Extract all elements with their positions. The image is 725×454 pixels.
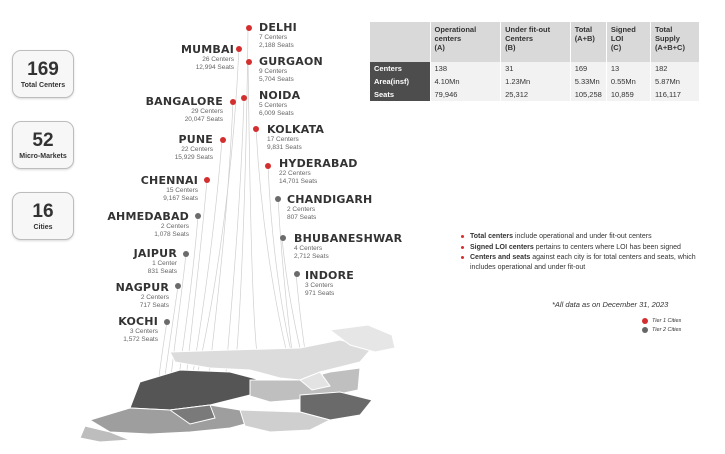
- table-row: [370, 88, 700, 101]
- bullet-icon: [461, 235, 464, 238]
- row-label: Seats: [370, 88, 430, 101]
- note-item: [460, 243, 696, 253]
- legend-label: Tier 1 Cities: [652, 318, 682, 324]
- stat-value: 169: [27, 58, 59, 80]
- table-header-blank: [370, 22, 430, 62]
- city-label-jaipur: [134, 248, 177, 275]
- city-label-chandigarh: [287, 194, 372, 221]
- note-item: [460, 232, 696, 242]
- city-dot-bhubaneshwar: [280, 235, 286, 241]
- table-cell: 79,946: [430, 88, 501, 101]
- stat-label: Total Centers: [20, 81, 66, 89]
- header-code: (A): [434, 43, 445, 52]
- city-name: AHMEDABAD: [107, 210, 189, 223]
- city-label-delhi: [259, 22, 297, 49]
- city-dot-indore: [294, 271, 300, 277]
- stat-value: 16: [32, 200, 54, 222]
- city-dot-chennai: [204, 177, 210, 183]
- note-text: include operational and under fit-out centers: [513, 233, 652, 240]
- city-name: NOIDA: [259, 89, 301, 102]
- city-dot-hyderabad: [265, 163, 271, 169]
- table-cell: 105,258: [570, 88, 606, 101]
- table-cell: 1.23Mn: [501, 75, 571, 88]
- city-dot-pune: [220, 137, 226, 143]
- bullet-icon: [461, 256, 464, 259]
- row-label: Centers: [370, 62, 430, 75]
- city-centers: 1 Center: [152, 259, 177, 267]
- city-seats: 15,929 Seats: [174, 153, 213, 161]
- city-dot-ahmedabad: [195, 213, 201, 219]
- table-row: [370, 75, 700, 88]
- table-header-under-fitout: [501, 22, 571, 62]
- city-dot-kochi: [164, 319, 170, 325]
- header-code: (C): [610, 43, 622, 52]
- table-cell: 182: [650, 62, 699, 75]
- city-name: NAGPUR: [115, 281, 169, 294]
- city-seats: 831 Seats: [147, 267, 177, 275]
- city-seats: 9,167 Seats: [163, 194, 198, 202]
- city-label-kolkata: [267, 124, 324, 151]
- city-seats: 2,712 Seats: [294, 252, 329, 260]
- table-cell: 169: [570, 62, 606, 75]
- city-label-hyderabad: [279, 158, 358, 185]
- city-seats: 20,047 Seats: [184, 115, 223, 123]
- city-seats: 5,704 Seats: [259, 75, 294, 83]
- city-seats: 12,994 Seats: [195, 63, 234, 71]
- supply-summary-table: [370, 22, 700, 101]
- table-cell: 25,312: [501, 88, 571, 101]
- city-centers: 9 Centers: [259, 67, 288, 75]
- table-row: [370, 62, 700, 75]
- stat-label: Micro-Markets: [19, 152, 67, 160]
- note-term: Centers and seats: [470, 254, 531, 261]
- table-cell: 5.87Mn: [650, 75, 699, 88]
- city-centers: 4 Centers: [294, 244, 323, 252]
- stat-label: Cities: [33, 223, 53, 231]
- city-seats: 1,572 Seats: [123, 335, 158, 343]
- city-centers: 22 Centers: [279, 169, 311, 177]
- city-label-ahmedabad: [107, 211, 189, 238]
- note-term: Signed LOI centers: [470, 243, 534, 251]
- city-dot-gurgaon: [246, 59, 252, 65]
- city-centers: 7 Centers: [259, 33, 288, 41]
- header-text: Signed LOI: [610, 25, 636, 43]
- city-label-pune: [175, 134, 213, 161]
- city-centers: 17 Centers: [267, 135, 299, 143]
- red-dot-icon: [642, 318, 648, 324]
- city-seats: 807 Seats: [287, 213, 317, 221]
- city-name: BHUBANESHWAR: [294, 232, 403, 245]
- city-centers: 29 Centers: [191, 107, 223, 115]
- city-dot-nagpur: [175, 283, 181, 289]
- city-centers: 2 Centers: [160, 222, 189, 230]
- data-date-footnote: *All data as on December 31, 2023: [552, 300, 669, 309]
- table-header-row: [370, 22, 700, 62]
- table-header-total-supply: [650, 22, 699, 62]
- city-name: JAIPUR: [133, 247, 177, 260]
- city-dot-kolkata: [253, 126, 259, 132]
- city-label-nagpur: [116, 282, 169, 309]
- table-header-signed-loi: [606, 22, 650, 62]
- table-cell: 5.33Mn: [570, 75, 606, 88]
- grey-dot-icon: [642, 327, 648, 333]
- city-seats: 1,078 Seats: [154, 230, 189, 238]
- city-dot-bangalore: [230, 99, 236, 105]
- city-name: MUMBAI: [180, 43, 234, 56]
- header-text: Total Supply: [654, 25, 680, 43]
- note-text: against each city is for total centers and seats, which includes operational and under fit-out: [470, 254, 696, 271]
- legend-item-tier2: [642, 327, 681, 333]
- city-centers: 22 Centers: [181, 145, 213, 153]
- city-label-bangalore: [146, 96, 223, 123]
- city-seats: 717 Seats: [139, 301, 169, 309]
- bullet-icon: [461, 246, 464, 249]
- header-text: Operational centers: [434, 25, 477, 43]
- city-centers: 15 Centers: [166, 186, 198, 194]
- city-label-mumbai: [181, 44, 234, 71]
- city-name: GURGAON: [259, 55, 323, 68]
- city-name: CHENNAI: [140, 174, 198, 187]
- definition-notes: [460, 232, 696, 273]
- note-term: Total centers: [470, 233, 514, 240]
- city-dot-jaipur: [183, 251, 189, 257]
- header-text: Under fit-out Centers: [505, 25, 551, 43]
- city-dot-chandigarh: [275, 196, 281, 202]
- city-dot-noida: [241, 95, 247, 101]
- city-label-indore: [305, 270, 354, 297]
- city-name: PUNE: [178, 133, 213, 146]
- city-name: KOCHI: [118, 315, 158, 328]
- city-name: DELHI: [259, 21, 297, 34]
- city-label-bhubaneshwar: [294, 233, 402, 260]
- city-centers: 5 Centers: [259, 101, 288, 109]
- row-label: Area(insf): [370, 75, 430, 88]
- note-item: [460, 253, 696, 272]
- city-label-kochi: [118, 316, 158, 343]
- city-name: INDORE: [305, 269, 354, 282]
- header-code: (B): [505, 43, 516, 52]
- header-code: (A+B): [574, 34, 595, 43]
- city-centers: 3 Centers: [129, 327, 158, 335]
- table-cell: 10,859: [606, 88, 650, 101]
- city-name: HYDERABAD: [279, 157, 358, 170]
- city-dot-mumbai: [236, 46, 242, 52]
- city-centers: 2 Centers: [287, 205, 316, 213]
- table-cell: 31: [501, 62, 571, 75]
- table-cell: 13: [606, 62, 650, 75]
- table-cell: 0.55Mn: [606, 75, 650, 88]
- city-seats: 971 Seats: [305, 289, 335, 297]
- city-centers: 26 Centers: [202, 55, 234, 63]
- city-label-noida: [259, 90, 300, 117]
- table-header-total: [570, 22, 606, 62]
- city-centers: 3 Centers: [305, 281, 334, 289]
- header-code: (A+B+C): [654, 43, 685, 52]
- city-label-chennai: [141, 175, 198, 202]
- city-name: CHANDIGARH: [287, 193, 373, 206]
- table-cell: 4.10Mn: [430, 75, 501, 88]
- tier-legend: [642, 318, 681, 336]
- table-cell: 116,117: [650, 88, 699, 101]
- city-name: BANGALORE: [145, 95, 223, 108]
- city-seats: 14,701 Seats: [279, 177, 318, 185]
- note-text: pertains to centers where LOI has been signed: [533, 243, 681, 251]
- city-centers: 2 Centers: [140, 293, 169, 301]
- legend-label: Tier 2 Cities: [652, 327, 682, 333]
- city-seats: 2,188 Seats: [259, 41, 294, 49]
- stat-value: 52: [32, 129, 54, 151]
- city-label-gurgaon: [259, 56, 323, 83]
- city-seats: 6,009 Seats: [259, 109, 294, 117]
- city-name: KOLKATA: [267, 123, 325, 136]
- table-cell: 138: [430, 62, 501, 75]
- table-header-operational: [430, 22, 501, 62]
- header-text: Total: [574, 25, 593, 34]
- legend-item-tier1: [642, 318, 681, 324]
- city-seats: 9,831 Seats: [267, 143, 302, 151]
- city-dot-delhi: [246, 25, 252, 31]
